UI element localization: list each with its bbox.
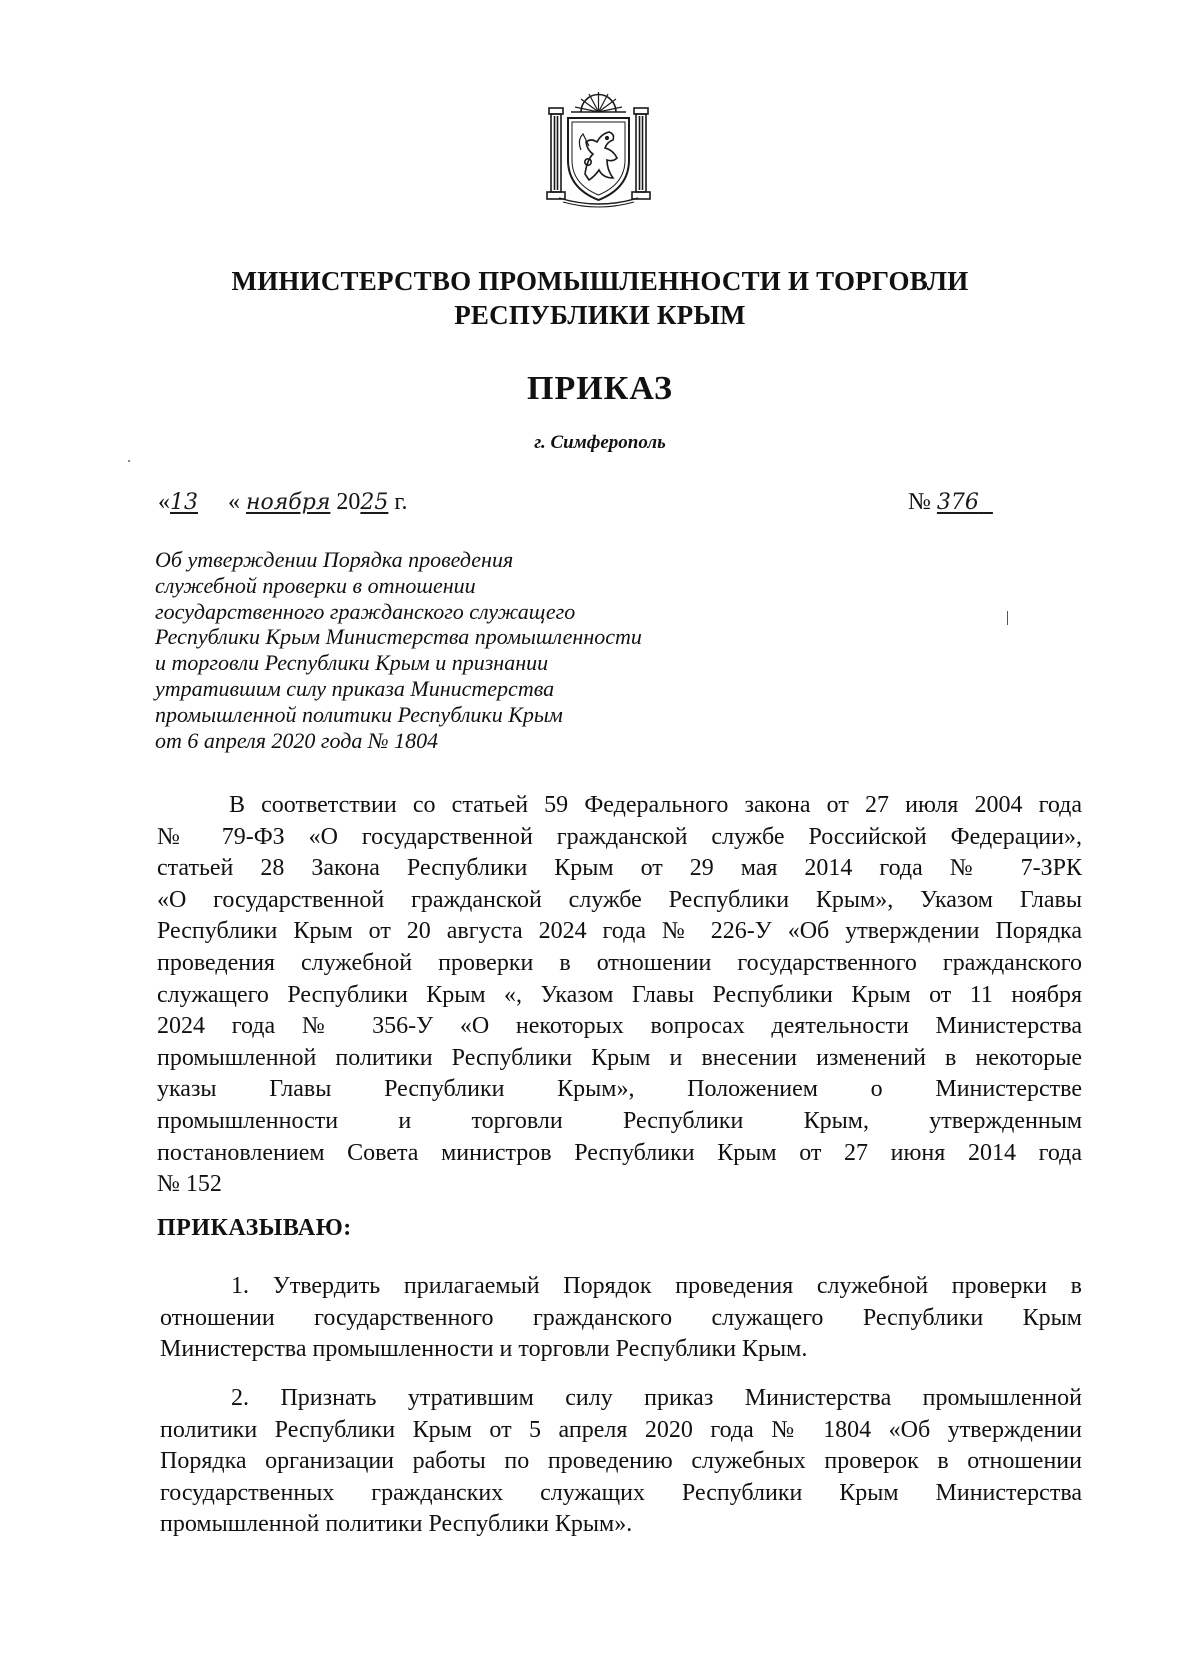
- date-year-label: г.: [394, 489, 408, 515]
- item-line: 1. Утвердить прилагаемый Порядок проведения служебной проверки в: [231, 1273, 1082, 1299]
- document-date: [158, 487, 408, 518]
- document-number: [908, 487, 993, 518]
- date-year-prefix: 20: [336, 489, 361, 515]
- crimea-coat-of-arms-icon: [541, 90, 656, 210]
- order-item-1: [160, 1271, 1082, 1366]
- document-city: г. Симферополь: [534, 432, 666, 453]
- document-type-title: ПРИКАЗ: [527, 370, 673, 407]
- item-line: Министерства промышленности и торговли Республики Крым.: [160, 1336, 808, 1363]
- preamble-line: статьей 28 Закона Республики Крым от 29 мая 2014 года № 7-ЗРК: [157, 855, 1082, 882]
- order-subject: [155, 547, 715, 753]
- preamble-line: промышленности и торговли Республики Крым, утвержденным: [157, 1107, 1082, 1134]
- preamble-line: В соответствии со статьей 59 Федерального закона от 27 июля 2004 года: [229, 792, 1082, 818]
- preamble-line: указы Главы Республики Крым», Положением о Министерстве: [157, 1076, 1082, 1103]
- preamble-line: проведения служебной проверки в отношении государственного гражданского: [157, 949, 1082, 976]
- subject-line: утратившим силу приказа Министерства: [155, 675, 555, 701]
- date-day-handwritten: 13: [170, 490, 198, 515]
- subject-line: Об утверждении Порядка проведения: [155, 547, 514, 572]
- preamble-line: «О государственной гражданской службе Республики Крым», Указом Главы: [157, 886, 1082, 913]
- item-line: Порядка организации работы по проведению служебных проверок в отношении: [160, 1448, 1082, 1475]
- preamble-line: постановлением Совета министров Республики Крым от 27 июня 2014 года: [157, 1139, 1082, 1166]
- order-directive-heading: ПРИКАЗЫВАЮ:: [157, 1215, 352, 1241]
- subject-line: промышленной политики Республики Крым: [155, 701, 563, 727]
- item-line: отношении государственного гражданского служащего Республики Крым: [160, 1304, 1082, 1331]
- preamble-line: промышленной политики Республики Крым и внесении изменений в некоторые: [157, 1044, 1082, 1071]
- number-handwritten: 376: [936, 490, 979, 515]
- number-label: №: [908, 489, 931, 515]
- subject-line: и торговли Республики Крым и признании: [155, 650, 549, 676]
- subject-line: государственного гражданского служащего: [155, 598, 576, 624]
- subject-line: служебной проверки в отношении: [155, 572, 476, 598]
- subject-line: Республики Крым Министерства промышленности: [155, 624, 642, 650]
- item-line: промышленной политики Республики Крым».: [160, 1511, 633, 1538]
- item-line: 2. Признать утратившим силу приказ Министерства промышленной: [231, 1385, 1082, 1411]
- item-line: государственных гражданских служащих Республики Крым Министерства: [160, 1479, 1082, 1506]
- preamble-line: 2024 года № 356-У «О некоторых вопросах деятельности Министерства: [157, 1013, 1082, 1040]
- date-month-prefix: «: [228, 489, 240, 515]
- organization-name-line2: РЕСПУБЛИКИ КРЫМ: [454, 300, 746, 330]
- order-item-2: [160, 1383, 1082, 1541]
- preamble-line: служащего Республики Крым «, Указом Главы Республики Крым от 11 ноября: [157, 981, 1082, 1008]
- organization-name-line1: МИНИСТЕРСТВО ПРОМЫШЛЕННОСТИ И ТОРГОВЛИ: [231, 266, 969, 296]
- preamble-line: № 79-ФЗ «О государственной гражданской службе Российской Федерации»,: [157, 823, 1082, 850]
- item-line: политики Республики Крым от 5 апреля 2020 года № 1804 «Об утверждении: [160, 1416, 1082, 1443]
- date-year-handwritten: 25: [360, 490, 389, 515]
- scan-mark: [1007, 611, 1008, 625]
- preamble-paragraph: [157, 790, 1082, 1201]
- subject-line: от 6 апреля 2020 года № 1804: [155, 727, 439, 753]
- preamble-line: Республики Крым от 20 августа 2024 года № 226-У «Об утверждении Порядка: [157, 918, 1082, 945]
- date-month-handwritten: ноября: [246, 490, 331, 515]
- scan-speck: [128, 460, 130, 462]
- preamble-line: № 152: [157, 1171, 222, 1198]
- date-open-quote: «: [158, 489, 170, 515]
